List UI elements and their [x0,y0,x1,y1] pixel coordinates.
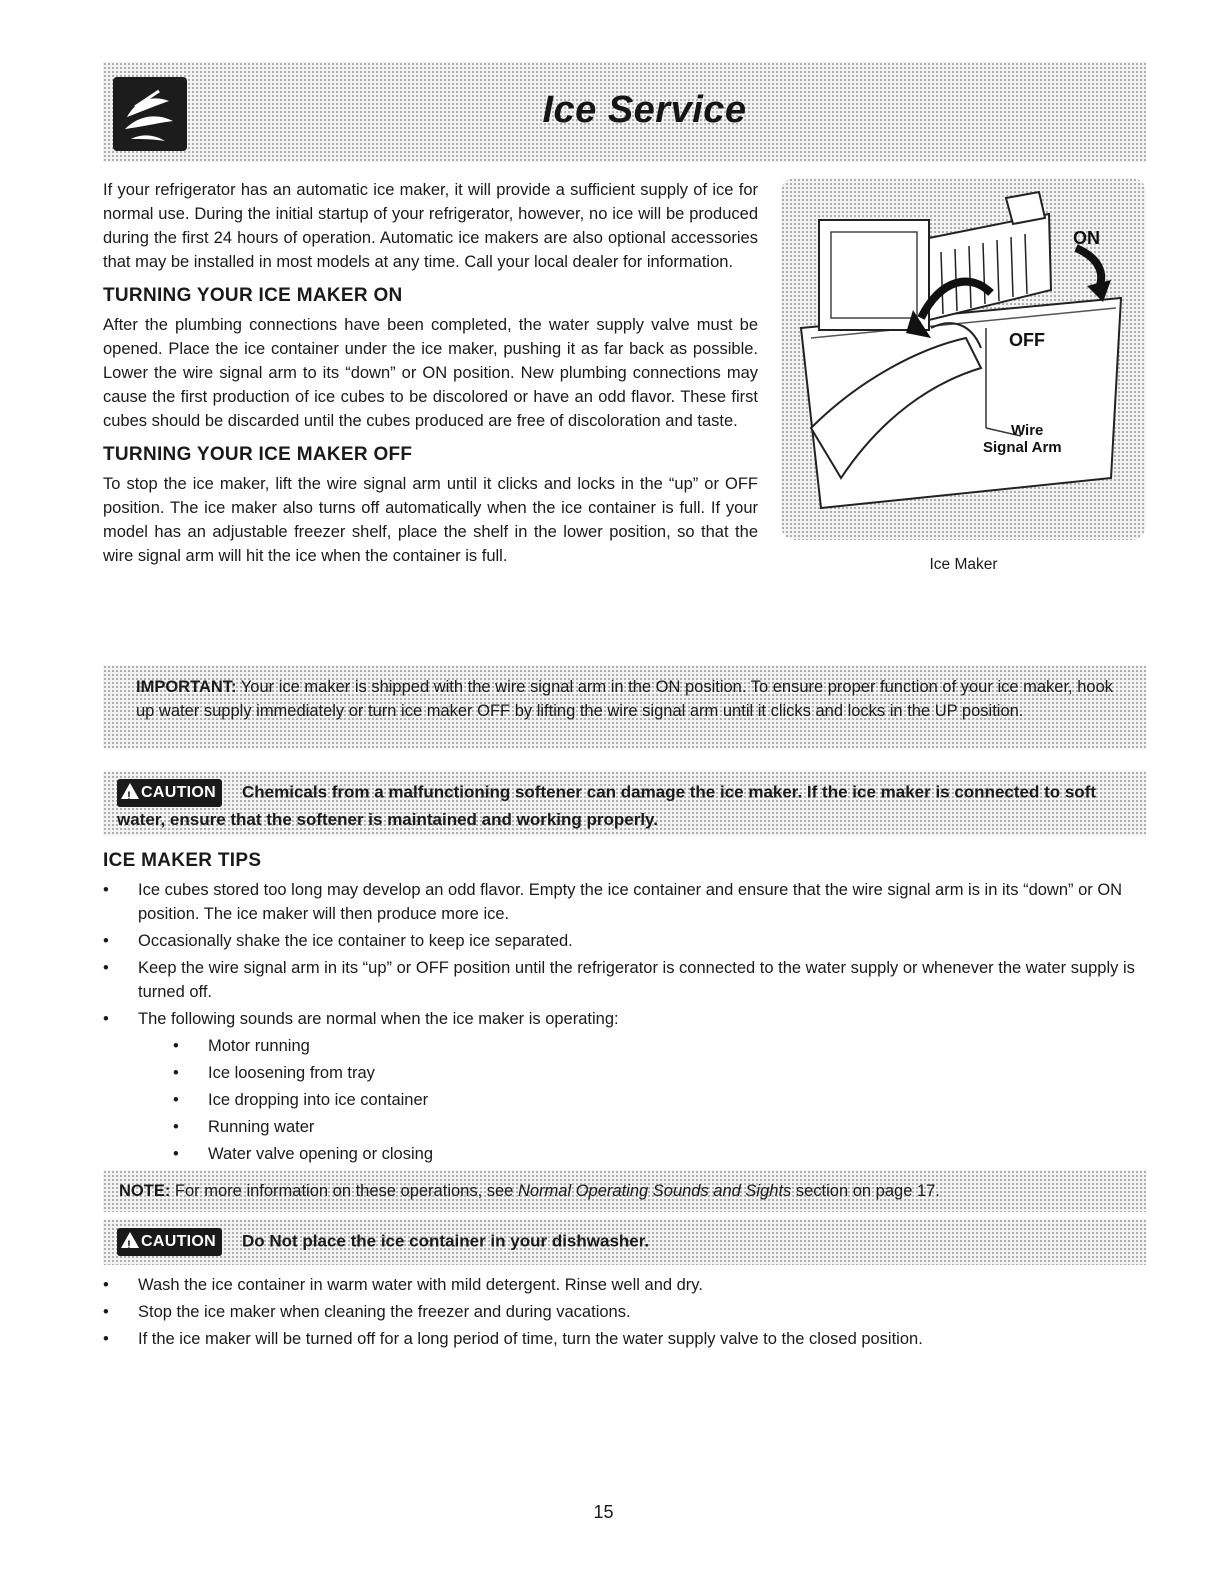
list-item: • Motor running [173,1034,1146,1058]
list-item: • Keep the wire signal arm in its “up” or OFF position until the refrigerator is connected to the water supply or whenever the water supply is turned off. [103,956,1146,1004]
caution-box-softener [103,771,1146,836]
page-header [103,62,1146,162]
list-item: • Wash the ice container in warm water with mild detergent. Rinse well and dry. [103,1273,1146,1297]
ice-maker-illustration [781,178,1146,540]
section-heading-on: TURNING YOUR ICE MAKER ON [103,285,403,306]
section-body-off: To stop the ice maker, lift the wire signal arm until it clicks and locks in the “up” or OFF position. The ice maker also turns off automatically when the ice container is full. If your model has an adjustable freezer shelf, place the shelf in the lower position, so that the wire signal arm will hit the ice when the container is full. [103,475,758,565]
note-box [103,1170,1146,1212]
figure-caption: Ice Maker [929,556,998,573]
important-label: IMPORTANT: [136,678,237,696]
caution-badge [117,779,222,807]
warning-triangle-icon [121,1232,139,1248]
caution-box-dishwasher [103,1219,1146,1265]
label-signal-arm: Signal Arm [983,439,1062,456]
list-item: • Ice loosening from tray [173,1061,1146,1085]
warning-triangle-icon [121,783,139,799]
label-wire: Wire [1011,422,1044,439]
main-column [103,178,758,568]
sounds-list [138,1034,1146,1166]
list-item: • Ice cubes stored too long may develop an odd flavor. Empty the ice container and ensure that the wire signal arm is in its “down” or ON position. The ice maker will then produce more ice. [103,878,1146,926]
page-number: 15 [593,1502,614,1522]
list-item: • Running water [173,1115,1146,1139]
tips-heading: ICE MAKER TIPS [103,850,262,871]
list-item: • If the ice maker will be turned off for a long period of time, turn the water supply valve to the closed position. [103,1327,1146,1351]
label-on: ON [1073,228,1100,248]
sounds-intro: The following sounds are normal when the ice maker is operating: [138,1010,619,1028]
section-heading-off: TURNING YOUR ICE MAKER OFF [103,444,413,465]
note-text-after: section on page 17. [791,1182,940,1200]
caution-text-softener: Chemicals from a malfunctioning softener can damage the ice maker. If the ice maker is connected to soft water, ensure that the softener is maintained and working properly. [117,782,1097,829]
caution-badge-label: CAUTION [141,1233,216,1250]
important-text: Your ice maker is shipped with the wire signal arm in the ON position. To ensure proper function of your ice maker, hook up water supply immediately or turn ice maker OFF by lifting the wire signal arm until it clicks and locks in the UP position. [136,678,1113,720]
tips-list [103,878,1146,1169]
caution-text-dishwasher: Do Not place the ice container in your dishwasher. [241,1231,650,1251]
important-box [103,665,1146,749]
list-item: • Ice dropping into ice container [173,1088,1146,1112]
ice-maker-figure [781,178,1146,540]
section-body-on: After the plumbing connections have been completed, the water supply valve must be opened. Place the ice container under the ice maker, pushing it as far back as possible. Lower the wire signal arm to its “down” or ON position. New plumbing connections may cause the first production of ice cubes to be discolored or have an odd flavor. These first cubes should be discarded until the cubes produced are free of discoloration and taste. [103,316,758,430]
note-text-before: For more information on these operations, see [170,1182,518,1200]
list-item: • Occasionally shake the ice container to keep ice separated. [103,929,1146,953]
caution-badge-label: CAUTION [141,784,216,801]
page-title: Ice Service [542,89,747,131]
caution-badge [117,1228,222,1256]
note-reference: Normal Operating Sounds and Sights [517,1182,792,1200]
list-item: • Stop the ice maker when cleaning the freezer and during vacations. [103,1300,1146,1324]
list-item: • Water valve opening or closing [173,1142,1146,1166]
label-off: OFF [1009,330,1045,350]
care-list [103,1273,1146,1354]
note-label: NOTE: [119,1182,171,1200]
intro-paragraph: If your refrigerator has an automatic ice maker, it will provide a sufficient supply of ice for normal use. During the initial startup of your refrigerator, however, no ice will be produced during the first 24 hours of operation. Automatic ice makers are also optional accessories that may be installed in most models at any time. Call your local dealer for information. [103,181,758,271]
list-item [103,1007,1146,1166]
